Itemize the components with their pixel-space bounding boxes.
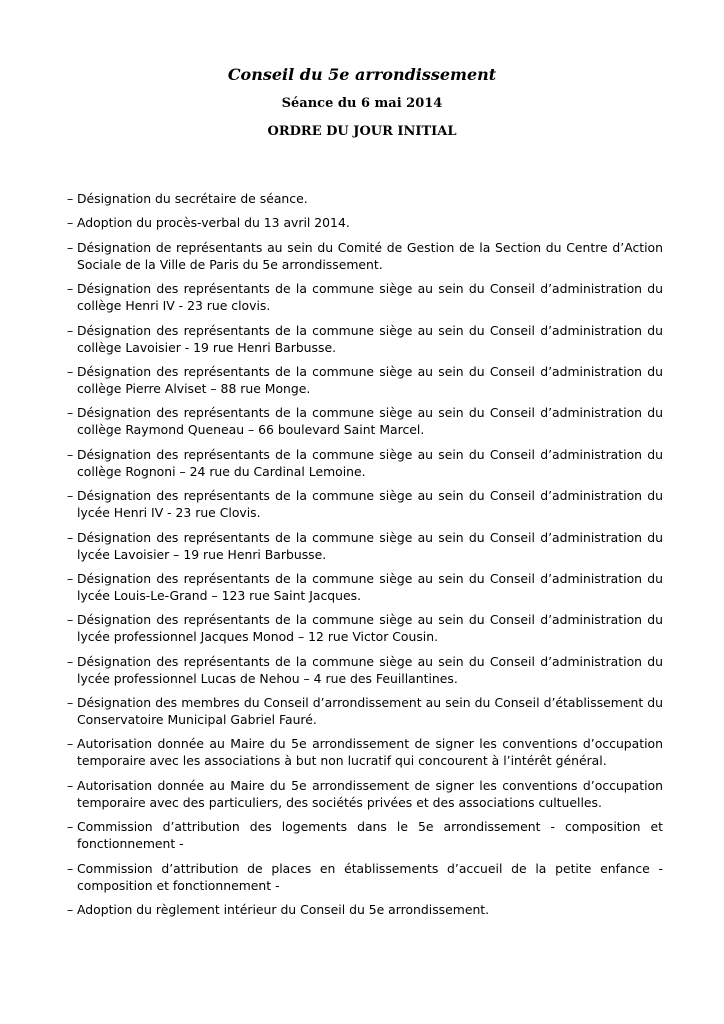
agenda-item-text: Autorisation donnée au Maire du 5e arrondissement de signer les conventions d’occupation temporaire avec les associations à but non lucratif qui concourent à l’intérêt général.	[77, 736, 663, 769]
agenda-item	[67, 404, 663, 438]
agenda-item	[67, 818, 663, 852]
dash-bullet: –	[67, 819, 74, 835]
agenda-item	[67, 570, 663, 604]
dash-bullet: –	[67, 446, 74, 462]
dash-bullet: –	[67, 570, 74, 586]
dash-bullet: –	[67, 529, 74, 545]
agenda-item-text: Désignation du secrétaire de séance.	[77, 191, 308, 206]
dash-bullet: –	[67, 363, 74, 379]
agenda-item-text: Désignation des représentants de la commune siège au sein du Conseil d’administration du lycée Lavoisier – 19 rue Henri Barbusse.	[77, 529, 663, 562]
agenda-item-text: Commission d’attribution de places en établissements d’accueil de la petite enfance - composition et fonctionnement -	[77, 860, 663, 893]
agenda-item	[67, 446, 663, 480]
agenda-item	[67, 653, 663, 687]
agenda-item-text: Désignation des représentants de la commune siège au sein du Conseil d’administration du lycée Louis-Le-Grand – 123 rue Saint Jacques.	[77, 570, 663, 603]
agenda-item	[67, 190, 663, 207]
agenda-item	[67, 322, 663, 356]
dash-bullet: –	[67, 215, 74, 231]
agenda-item-text: Désignation des représentants de la commune siège au sein du Conseil d’administration du collège Raymond Queneau – 66 boulevard Saint Marcel.	[77, 405, 663, 438]
dash-bullet: –	[67, 653, 74, 669]
agenda-item-text: Désignation des membres du Conseil d’arrondissement au sein du Conseil d’établissement du Conservatoire Municipal Gabriel Fauré.	[77, 695, 663, 728]
agenda-item-text: Désignation des représentants de la commune siège au sein du Conseil d’administration du collège Pierre Alviset – 88 rue Monge.	[77, 363, 663, 396]
agenda-item	[67, 214, 663, 231]
agenda-item-text: Commission d’attribution des logements dans le 5e arrondissement - composition et fonctionnement -	[77, 819, 663, 852]
agenda-item	[67, 735, 663, 769]
agenda-item	[67, 901, 663, 918]
council-title: Conseil du 5e arrondissement	[227, 65, 497, 84]
agenda-item-text: Autorisation donnée au Maire du 5e arrondissement de signer les conventions d’occupation temporaire avec des particuliers, des sociétés privées et des associations cultuelles.	[77, 777, 663, 810]
document-header	[0, 64, 724, 141]
agenda-item-text: Désignation des représentants de la commune siège au sein du Conseil d’administration du lycée Henri IV - 23 rue Clovis.	[77, 488, 663, 521]
session-date: Séance du 6 mai 2014	[281, 96, 443, 111]
agenda-item	[67, 487, 663, 521]
agenda-heading: ORDRE DU JOUR INITIAL	[267, 124, 457, 139]
agenda-item	[67, 529, 663, 563]
dash-bullet: –	[67, 902, 74, 918]
dash-bullet: –	[67, 860, 74, 876]
dash-bullet: –	[67, 191, 74, 206]
dash-bullet: –	[67, 239, 74, 255]
agenda-item	[67, 611, 663, 645]
agenda-item	[67, 239, 663, 273]
dash-bullet: –	[67, 612, 74, 628]
dash-bullet: –	[67, 736, 74, 752]
dash-bullet: –	[67, 695, 74, 711]
agenda-item-text: Adoption du règlement intérieur du Conseil du 5e arrondissement.	[77, 902, 490, 918]
agenda-item-text: Désignation des représentants de la commune siège au sein du Conseil d’administration du collège Henri IV - 23 rue clovis.	[77, 281, 663, 314]
agenda-item-text: Désignation des représentants de la commune siège au sein du Conseil d’administration du collège Rognoni – 24 rue du Cardinal Lemoine.	[77, 446, 663, 479]
agenda-item-text: Désignation des représentants de la commune siège au sein du Conseil d’administration du lycée professionnel Jacques Monod – 12 rue Victor Cousin.	[77, 612, 663, 645]
dash-bullet: –	[67, 405, 74, 421]
agenda-item	[67, 860, 663, 894]
agenda-item-text: Désignation de représentants au sein du Comité de Gestion de la Section du Centre d’Action Sociale de la Ville de Paris du 5e arrondissement.	[77, 239, 663, 272]
dash-bullet: –	[67, 281, 74, 297]
agenda-item-text: Désignation des représentants de la commune siège au sein du Conseil d’administration du collège Lavoisier - 19 rue Henri Barbusse.	[77, 322, 663, 355]
agenda-item	[67, 280, 663, 314]
agenda-list	[67, 190, 663, 925]
agenda-item-text: Désignation des représentants de la commune siège au sein du Conseil d’administration du lycée professionnel Lucas de Nehou – 4 rue des Feuillantines.	[77, 653, 663, 686]
agenda-item	[67, 363, 663, 397]
agenda-item	[67, 777, 663, 811]
agenda-item	[67, 694, 663, 728]
dash-bullet: –	[67, 488, 74, 504]
dash-bullet: –	[67, 777, 74, 793]
dash-bullet: –	[67, 322, 74, 338]
agenda-item-text: Adoption du procès-verbal du 13 avril 2014.	[77, 215, 350, 231]
